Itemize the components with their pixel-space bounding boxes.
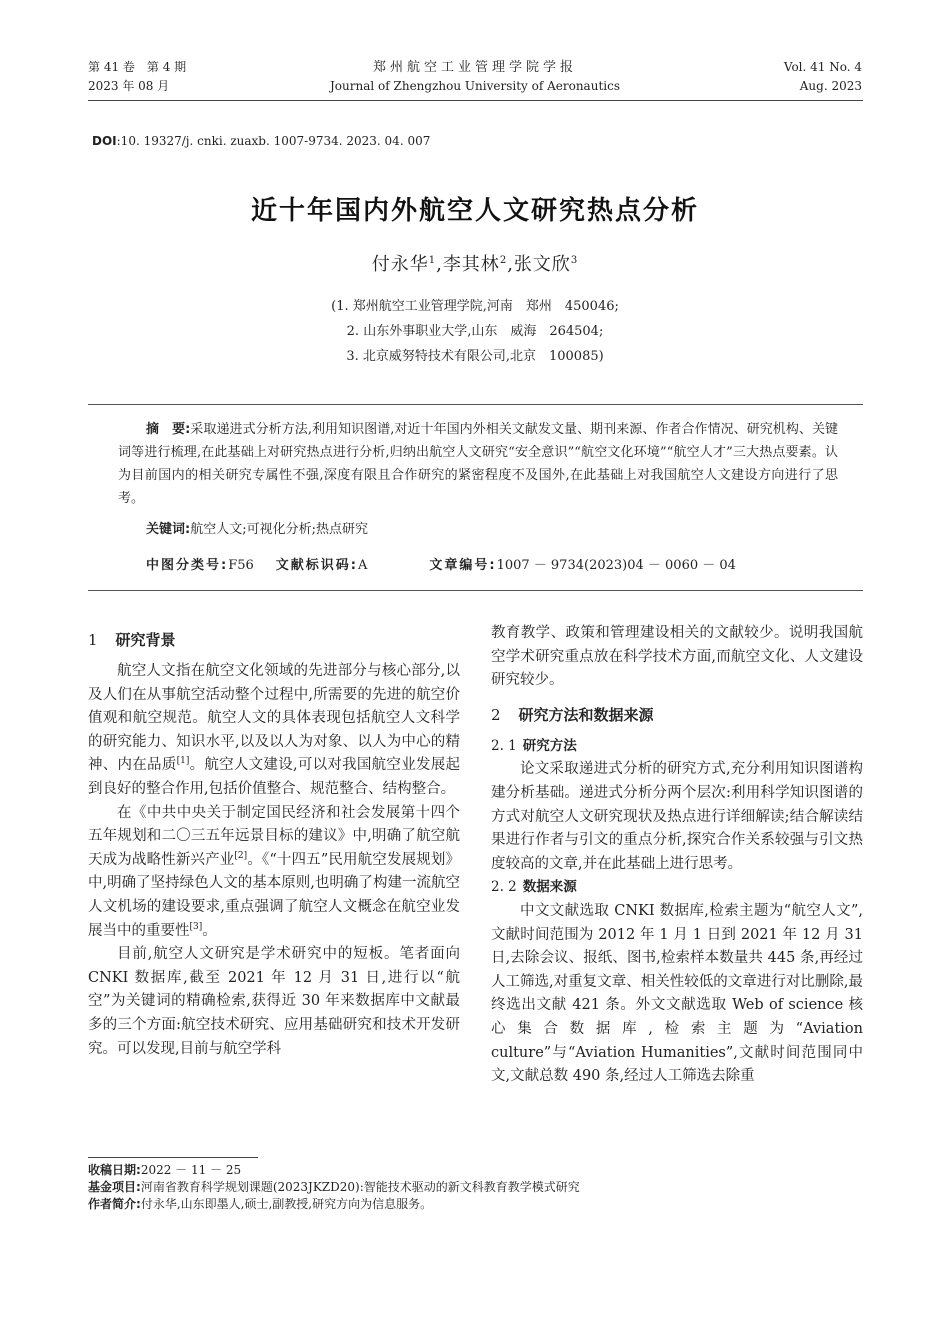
paragraph [88, 943, 460, 1061]
paragraph-text: 目前,航空人文研究是学术研究中的短板。笔者面向 CNKI 数据库,截至 2021 年 12 月 31 日,进行以“航空”为关键词的精确检索,获得近 30 年来数据库中文献最多的三个方面:航空技术研究、应用基础研究和技术开发研究。可以发现,目前与航空学科 [88, 946, 460, 1057]
citation: [3] [189, 921, 203, 932]
subsection-title: 数据来源 [522, 879, 577, 896]
body-column-left [88, 622, 460, 1061]
journal-name-en: Journal of Zhengzhou University of Aeronautics [330, 79, 620, 93]
paragraph: 中文文献选取 CNKI 数据库,检索主题为“航空人文”,文献时间范围为 2012 年 1 月 1 日到 2021 年 12 月 31 日,去除会议、报纸、图书,检索样本数量共 445 条,再经过人工筛选,对重复文章、相关性较低的文章进行对比删除,最终选出文献 421 条。外文文献选取 Web of science 核心集合数据库,检索主题为“Aviation culture”与“Aviation Humanities”,文献时间范围同中文,文献总数 490 条,经过人工筛选去除重 [491, 902, 863, 1085]
paragraph-text: 在《中共中央关于制定国民经济和社会发展第十四个五年规划和二〇三五年远景目标的建议》中,明确了航空航天成为战略性新兴产业 [88, 804, 460, 868]
header-vol-issue: 第 41 卷 第 4 期 [88, 60, 187, 74]
author-affil-mark: 1 [428, 255, 437, 266]
subsection-heading [491, 735, 863, 759]
abstract-top-rule [88, 404, 863, 405]
keywords [146, 518, 368, 537]
clc-label: 中图分类号: [146, 558, 229, 573]
doc-code-value: A [357, 558, 368, 573]
header-date-cn: 2023 年 08 月 [88, 79, 170, 93]
footnotes [88, 1162, 580, 1213]
footnote-label: 收稿日期: [88, 1163, 141, 1177]
footnote-author [88, 1196, 580, 1213]
header-vol-en: Vol. 41 No. 4 [783, 60, 862, 74]
subsection-number: 2. 2 [491, 879, 517, 896]
paragraph-text: 。《“十四五”民用航空发展规划》中,明确了坚持绿色人文的基本原则,也明确了构建一流航空人文机场的建设要求,重点强调了航空人文概念在航空业发展当中的重要性 [88, 851, 461, 939]
paragraph: 论文采取递进式分析的研究方式,充分利用知识图谱构建分析基础。递进式分析分两个层次:利用科学知识图谱的方式对航空人文研究现状及热点进行详细解读;结合解读结果进行作者与引文的重点分析,探究合作关系较强与引文热度较高的文章,并在此基础上进行思考。 [491, 761, 863, 872]
paragraph-text: 。 [202, 922, 217, 939]
footnote-label: 作者简介: [88, 1197, 141, 1211]
footnote-label: 基金项目: [88, 1180, 141, 1194]
footnote-fund [88, 1179, 580, 1196]
header-divider [88, 100, 863, 101]
paragraph [88, 802, 460, 944]
author-name: 付永华 [371, 254, 429, 275]
affiliation: 2. 山东外事职业大学,山东 威海 264504; [346, 324, 604, 339]
clc-value: F56 [228, 558, 254, 573]
keywords-text: 航空人文;可视化分析;热点研究 [190, 522, 368, 537]
author-affil-mark: 2 [499, 255, 508, 266]
author-name: 李其林 [442, 254, 500, 275]
doi-value: :10. 19327/j. cnki. zuaxb. 1007-9734. 2023. 04. 007 [116, 134, 431, 148]
section-heading [88, 622, 460, 660]
paper-title: 近十年国内外航空人文研究热点分析 [250, 196, 699, 226]
footnote-received [88, 1162, 580, 1179]
article-number-label: 文章编号: [429, 558, 497, 573]
abstract [118, 418, 838, 510]
subsection-heading [491, 876, 863, 900]
abstract-label: 摘 要: [146, 422, 191, 437]
header-volume-en [784, 58, 862, 96]
doi [92, 134, 430, 148]
paragraph [88, 660, 460, 802]
abstract-text: 采取递进式分析方法,利用知识图谱,对近十年国内外相关文献发文量、期刊来源、作者合作情况、研究机构、关键词等进行梳理,在此基础上对研究热点进行分析,归纳出航空人文研究“安全意识”“航空文化环境”“航空人才”三大热点要素。认为目前国内的相关研究专属性不强,深度有限且合作研究的紧密程度不及国外,在此基础上对我国航空人文建设方向进行了思考。 [118, 422, 838, 506]
author-name: 张文欣 [513, 254, 571, 275]
article-number-value: 1007 － 9734(2023)04 － 0060 － 04 [496, 558, 736, 573]
journal-name-cn: 郑州航空工业管理学院学报 [372, 60, 577, 75]
section-title: 研究方法和数据来源 [518, 705, 654, 724]
subsection-title: 研究方法 [522, 737, 577, 754]
body-column-right [491, 622, 863, 1089]
paragraph-text: 。航空人文建设,可以对我国航空业发展起到良好的整合作用,包括价值整合、规范整合、结构整合。 [88, 757, 460, 797]
author-affil-mark: 3 [570, 255, 579, 266]
doi-label: DOI [92, 134, 117, 148]
classification-row [146, 554, 838, 573]
footnote-text: 2022 － 11 － 25 [140, 1163, 242, 1177]
subsection-number: 2. 1 [491, 737, 517, 754]
doc-code-label: 文献标识码: [275, 558, 358, 573]
paragraph-text: 航空人文指在航空文化领域的先进部分与核心部分,以及人们在从事航空活动整个过程中,所需要的先进的航空价值观和航空规范。航空人文的具体表现包括航空人文科学的研究能力、知识水平,以及以人为对象、以人为中心的精神、内在品质 [88, 663, 460, 774]
author-list: 付永华$^1$,李其林$^2$,张文欣$^3$ [371, 254, 579, 275]
section-title: 研究背景 [115, 631, 176, 649]
affiliation: 3. 北京威努特技术有限公司,北京 100085) [346, 349, 604, 364]
paragraph: 教育教学、政策和管理建设相关的文献较少。说明我国航空学术研究重点放在科学技术方面,而航空文化、人文建设研究较少。 [491, 625, 863, 689]
footnote-text: 河南省教育科学规划课题(2023JKZD20):智能技术驱动的新文科教育教学模式研究 [140, 1180, 580, 1194]
citation: [2] [234, 850, 248, 861]
section-number: 2 [491, 705, 501, 724]
keywords-label: 关键词: [146, 522, 191, 537]
header-date-en: Aug. 2023 [799, 79, 862, 93]
footnote-text: 付永华,山东即墨人,硕士,副教授,研究方向为信息服务。 [140, 1197, 433, 1211]
affiliations [0, 294, 950, 369]
citation: [1] [176, 756, 190, 767]
abstract-bottom-rule [88, 590, 863, 591]
section-number: 1 [88, 631, 98, 649]
section-heading [491, 693, 863, 735]
affiliation: (1. 郑州航空工业管理学院,河南 郑州 450046; [331, 299, 619, 314]
footnote-divider [88, 1157, 258, 1158]
